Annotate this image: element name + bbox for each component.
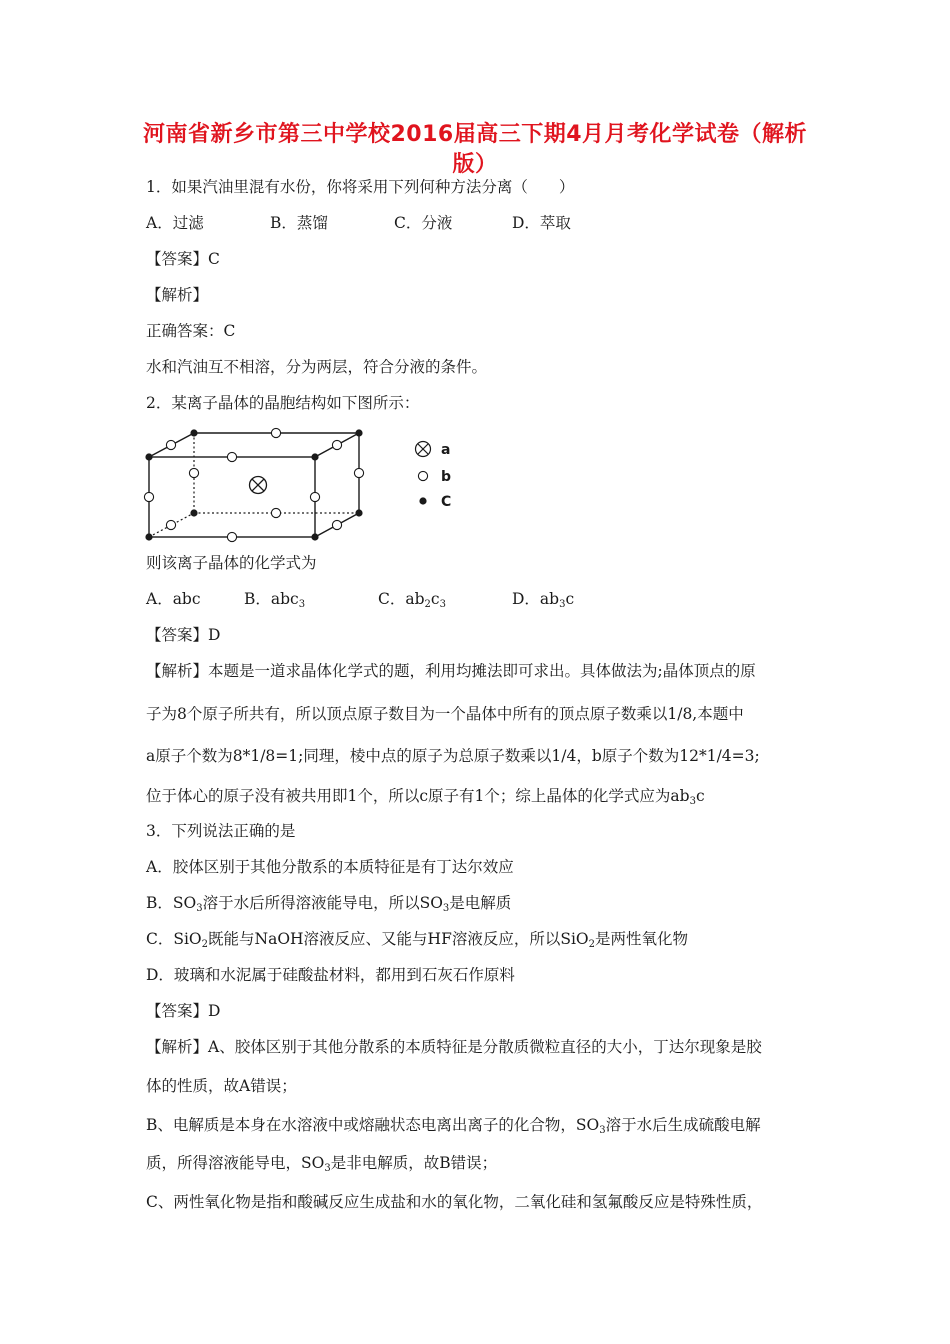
atom-c bbox=[311, 533, 318, 540]
title-line-1: 河南省新乡市第三中学校2016届高三下期4月月考化学试卷（解析 bbox=[142, 122, 808, 147]
atom-c bbox=[145, 533, 152, 540]
atom-b bbox=[227, 452, 236, 461]
q3-option-b: B．$SO_3$溶于水后所得溶液能导电，所以$SO_3$是电解质 bbox=[146, 894, 512, 914]
atom-b bbox=[310, 492, 319, 501]
atom-b bbox=[354, 468, 363, 477]
legend-symbol-a bbox=[416, 442, 431, 457]
q3-analysis-line-4: 质，所得溶液能导电，$SO_3$是非电解质，故B错误； bbox=[146, 1154, 498, 1174]
atom-c bbox=[355, 429, 362, 436]
q1-option-d: D．萃取 bbox=[512, 214, 571, 232]
legend-label-b: b bbox=[441, 469, 452, 485]
atom-b bbox=[332, 520, 341, 529]
atom-b bbox=[227, 532, 236, 541]
q1-option-b: B．蒸馏 bbox=[270, 214, 328, 232]
q2-answer: 【答案】D bbox=[146, 626, 221, 644]
atom-b bbox=[271, 508, 280, 517]
atom-c bbox=[311, 453, 318, 460]
q3-option-d: D．玻璃和水泥属于硅酸盐材料，都用到石灰石作原料 bbox=[146, 966, 515, 984]
q3-analysis-line-1: 【解析】A、胶体区别于其他分散系的本质特征是分散质微粒直径的大小，丁达尔现象是胶 bbox=[146, 1038, 762, 1056]
atom-b bbox=[166, 440, 175, 449]
atom-c bbox=[190, 509, 197, 516]
q3-analysis-line-3: B、电解质是本身在水溶液中或熔融状态电离出离子的化合物，$SO_3$溶于水后生成硫酸电解 bbox=[146, 1116, 761, 1136]
q2-analysis-line-2: 子为8个原子所共有，所以顶点原子数目为一个晶体中所有的顶点原子数乘以1/8,本题中 bbox=[146, 705, 744, 723]
legend-symbol-c bbox=[419, 497, 426, 504]
page-title bbox=[120, 120, 830, 180]
atom-b bbox=[271, 428, 280, 437]
atom-c bbox=[355, 509, 362, 516]
q1-option-c: C．分液 bbox=[394, 214, 453, 232]
q3-option-a: A．胶体区别于其他分散系的本质特征是有丁达尔效应 bbox=[146, 858, 514, 876]
title-line-2: 版） bbox=[452, 152, 498, 177]
q3-analysis-line-5: C、两性氧化物是指和酸碱反应生成盐和水的氧化物，二氧化硅和氢氟酸反应是特殊性质， bbox=[146, 1193, 763, 1211]
q1-answer: 【答案】C bbox=[146, 250, 220, 268]
q1-correct-answer: 正确答案：C bbox=[146, 322, 236, 340]
q3-analysis-line-2: 体的性质，故A错误； bbox=[146, 1077, 297, 1095]
q2-option-a: A．abc bbox=[146, 590, 201, 608]
q1-stem: 1．如果汽油里混有水份，你将采用下列何种方法分离（ ） bbox=[146, 178, 575, 196]
atom-c bbox=[145, 453, 152, 460]
q2-analysis-line-4: 位于体心的原子没有被共用即1个，所以c原子有1个；综上晶体的化学式应为$ab_3c$ bbox=[146, 787, 705, 807]
crystal-cell-diagram bbox=[140, 425, 470, 545]
atom-b bbox=[144, 492, 153, 501]
q1-option-a: A．过滤 bbox=[146, 214, 204, 232]
q1-explanation: 水和汽油互不相溶，分为两层，符合分液的条件。 bbox=[146, 358, 488, 376]
legend-label-a: a bbox=[441, 442, 451, 458]
q2-option-b: B．abc$_3$ bbox=[244, 590, 306, 610]
atom-b bbox=[332, 440, 341, 449]
q2-option-d: D．$ab_3c$ bbox=[512, 590, 575, 610]
q2-stem: 2．某离子晶体的晶胞结构如下图所示： bbox=[146, 394, 420, 412]
legend-label-c: C bbox=[441, 494, 452, 510]
atom-b bbox=[166, 520, 175, 529]
q2-question: 则该离子晶体的化学式为 bbox=[146, 554, 317, 572]
atom-c bbox=[190, 429, 197, 436]
legend-symbol-b bbox=[418, 471, 427, 480]
q2-option-c: C．$ab_2c_3$ bbox=[378, 590, 446, 610]
q3-stem: 3．下列说法正确的是 bbox=[146, 822, 296, 840]
atom-b bbox=[189, 468, 198, 477]
q2-analysis-line-3: a原子个数为8*1/8=1;同理，棱中点的原子为总原子数乘以1/4，b原子个数为12*1/4=3; bbox=[146, 747, 760, 765]
q2-analysis-line-1: 【解析】本题是一道求晶体化学式的题，利用均摊法即可求出。具体做法为;晶体顶点的原 bbox=[146, 662, 756, 680]
q3-answer: 【答案】D bbox=[146, 1002, 221, 1020]
atom-a-center bbox=[250, 477, 267, 494]
q1-analysis-label: 【解析】 bbox=[146, 286, 209, 304]
q3-option-c: C．SiO$_2$既能与NaOH溶液反应、又能与HF溶液反应，所以SiO$_2$是两性氧化物 bbox=[146, 930, 689, 950]
